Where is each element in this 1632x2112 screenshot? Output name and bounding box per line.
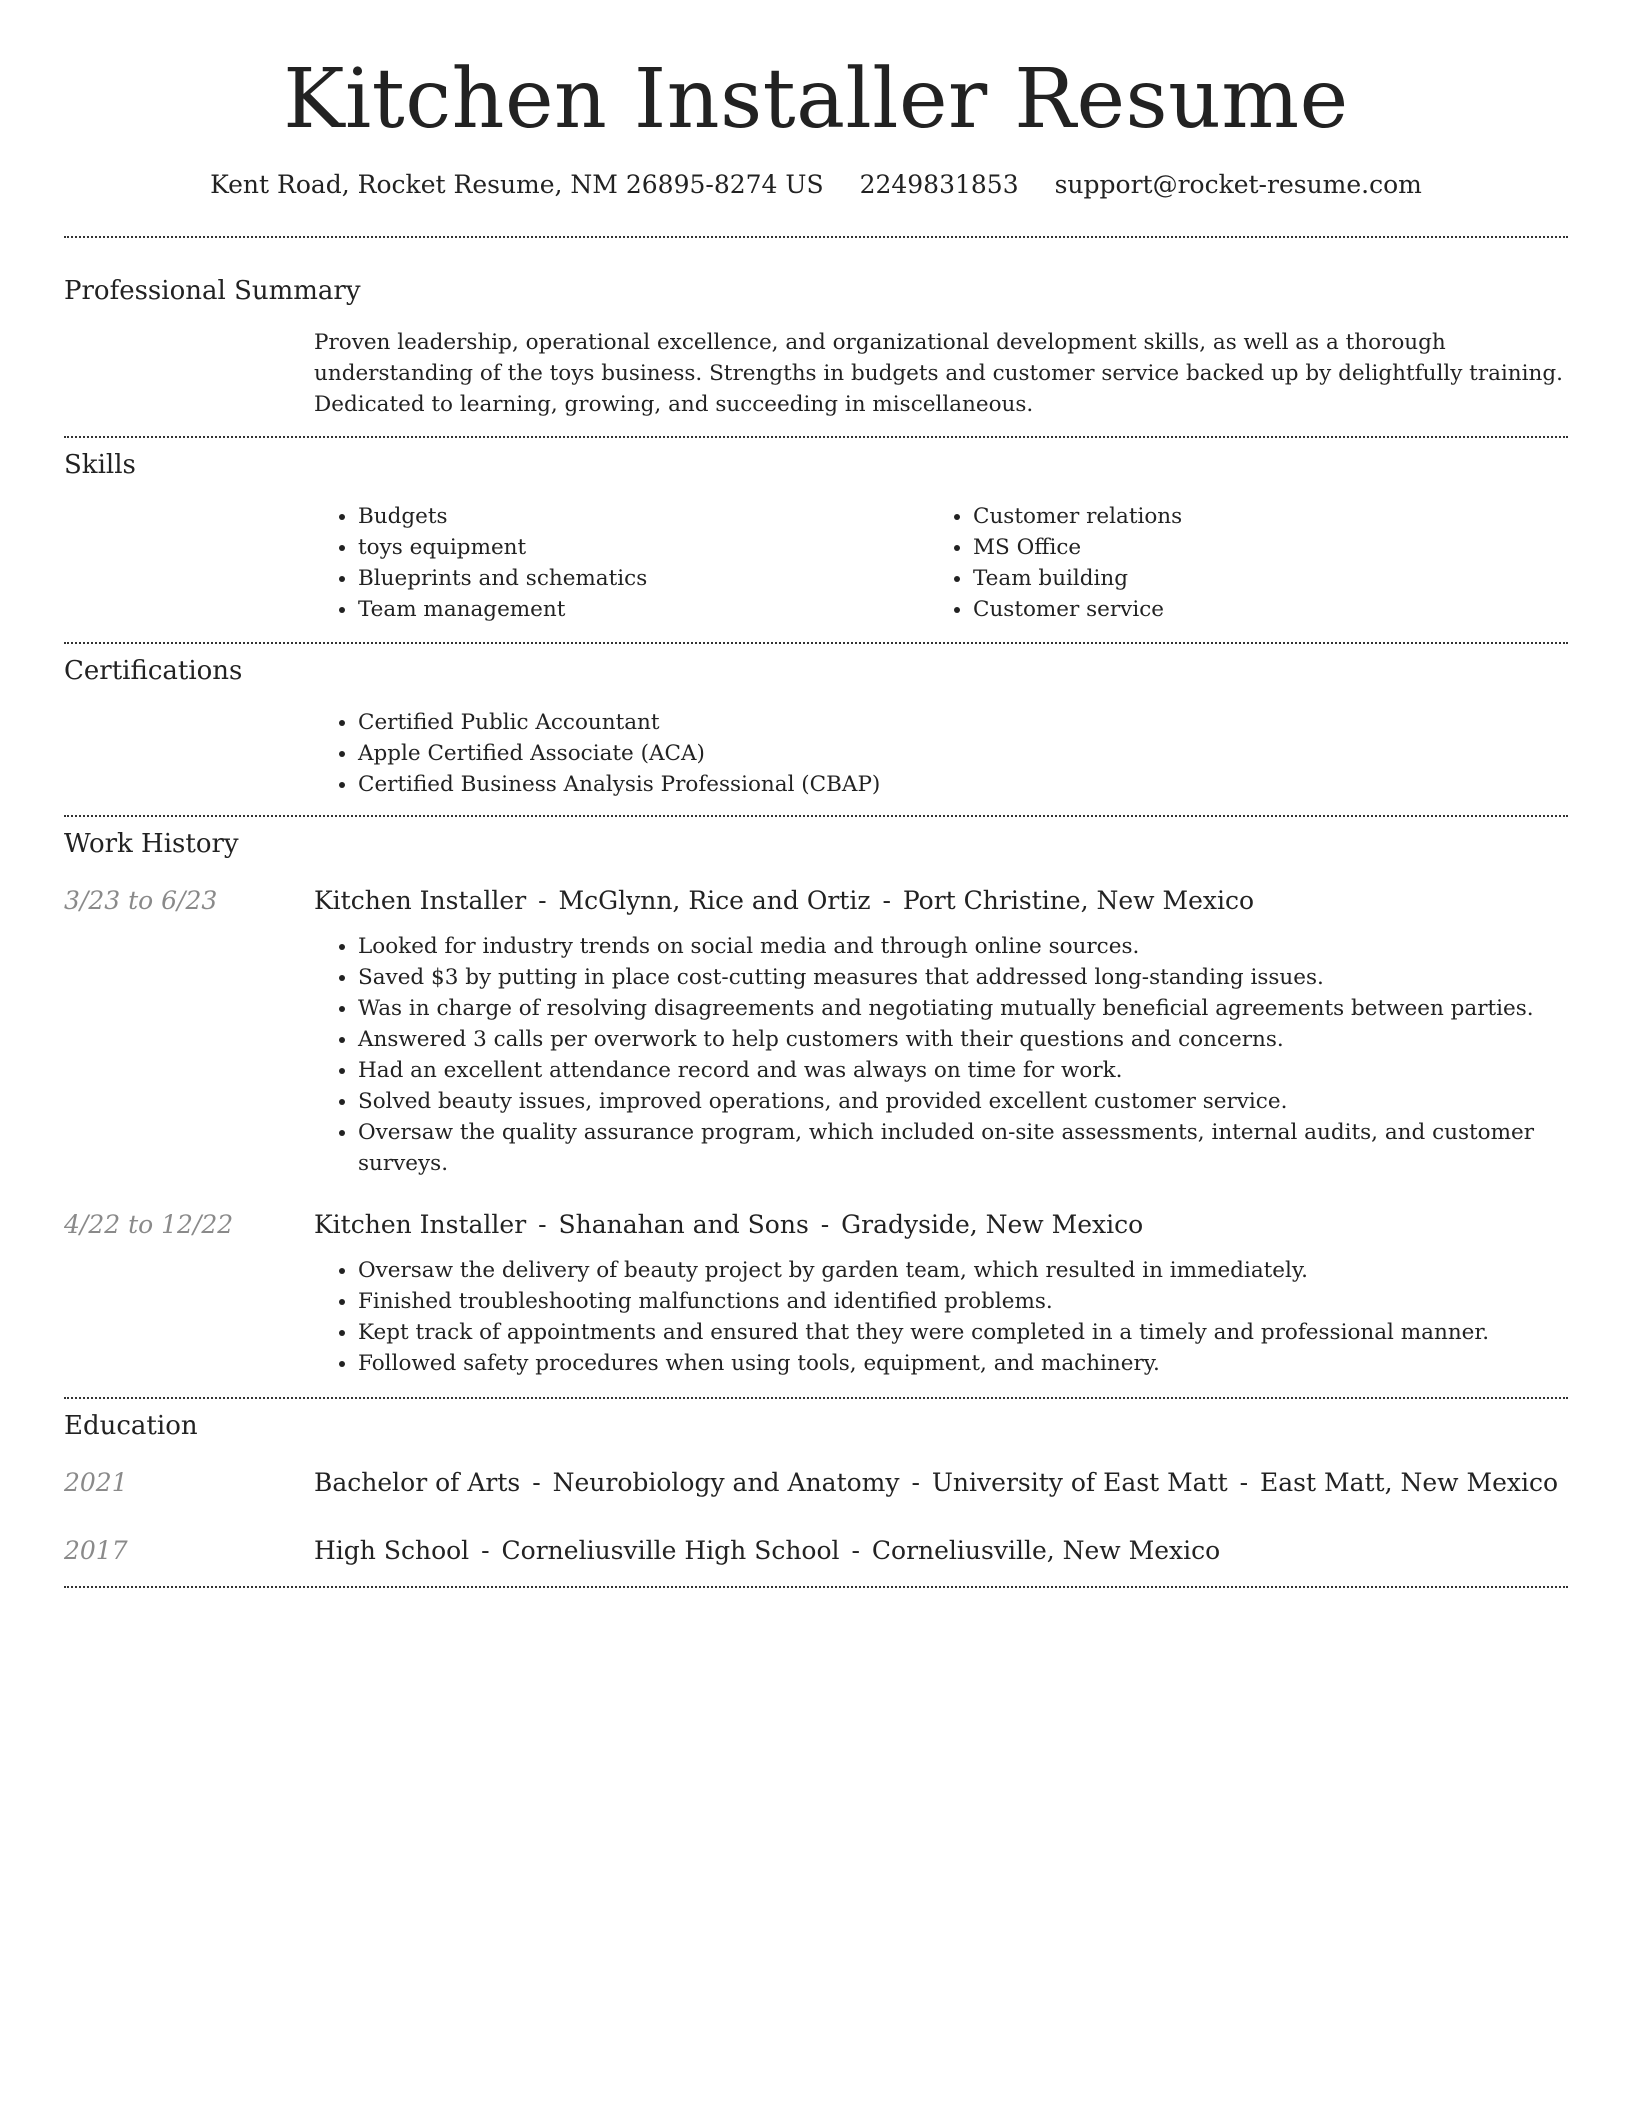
job-title: Kitchen Installer: [314, 886, 527, 915]
skill-item: • Blueprints and schematics: [358, 563, 929, 594]
job-title: Kitchen Installer: [314, 1210, 527, 1239]
contact-phone: 2249831853: [859, 170, 1019, 199]
summary-content: [314, 327, 1568, 420]
resume-title: Kitchen Installer Resume: [283, 52, 1349, 147]
skills-list-right: [929, 501, 1529, 625]
job-bullet: • Followed safety procedures when using tools, equipment, and machinery.: [358, 1348, 1568, 1379]
education-year: 2017: [64, 1536, 128, 1565]
job-title-line: [314, 1208, 1143, 1242]
job-entry: [64, 1208, 1568, 1379]
certifications-heading: Certifications: [64, 656, 243, 686]
education-heading: Education: [64, 1411, 198, 1441]
certifications-content: [314, 707, 1568, 800]
separator: -: [851, 1536, 860, 1565]
skill-item: • Team building: [973, 563, 1529, 594]
job-bullet: • Kept track of appointments and ensured that they were completed in a timely and professional manner.: [358, 1317, 1568, 1348]
education-year: 2021: [64, 1468, 128, 1497]
job-bullet: • Saved $3 by putting in place cost-cutting measures that addressed long-standing issues.: [358, 962, 1568, 993]
education-entry: [64, 1534, 1568, 1568]
skills-heading: Skills: [64, 450, 136, 480]
separator: -: [911, 1468, 920, 1497]
certification-item: • Certified Public Accountant: [358, 707, 1568, 738]
job-bullet-list: [314, 931, 1568, 1179]
skills-list-left: [314, 501, 929, 625]
job-dates: 3/23 to 6/23: [64, 886, 218, 915]
education-divider: [64, 1586, 1568, 1588]
job-company: Shanahan and Sons: [558, 1210, 809, 1239]
skill-item: • toys equipment: [358, 532, 929, 563]
education-line: [314, 1466, 1558, 1500]
contact-line: [64, 168, 1568, 202]
job-dates: 4/22 to 12/22: [64, 1210, 234, 1239]
job-header: [64, 884, 1568, 918]
separator: -: [481, 1536, 490, 1565]
job-bullets: [314, 931, 1568, 1179]
education-entry: [64, 1466, 1568, 1500]
job-title-line: [314, 884, 1254, 918]
education-degree: High School: [314, 1536, 470, 1565]
job-location: Gradyside, New Mexico: [841, 1210, 1144, 1239]
summary-text: Proven leadership, operational excellence, and organizational development skills, as well as a thorough understanding of the toys business. Strengths in budgets and customer service backed up by delightfully training. Dedicated to learning, growing, and succeeding in miscellaneous.: [314, 330, 1563, 417]
job-bullet: • Finished troubleshooting malfunctions and identified problems.: [358, 1286, 1568, 1317]
skills-section: [64, 438, 1568, 625]
skills-grid: [314, 501, 1568, 625]
work-heading: Work History: [64, 829, 239, 859]
contact-address: Kent Road, Rocket Resume, NM 26895-8274 US: [210, 170, 824, 199]
skill-item: • Team management: [358, 594, 929, 625]
skill-item: • MS Office: [973, 532, 1529, 563]
job-bullet: • Oversaw the quality assurance program, which included on-site assessments, internal audits, and customer surveys.: [358, 1117, 1568, 1179]
education-location: Corneliusville, New Mexico: [871, 1536, 1221, 1565]
education-school: University of East Matt: [931, 1468, 1228, 1497]
certification-item: • Apple Certified Associate (ACA): [358, 738, 1568, 769]
job-bullet: • Looked for industry trends on social media and through online sources.: [358, 931, 1568, 962]
skill-item: • Customer service: [973, 594, 1529, 625]
separator: -: [1239, 1468, 1249, 1497]
job-location: Port Christine, New Mexico: [902, 886, 1255, 915]
work-section: [64, 817, 1568, 1379]
job-company: McGlynn, Rice and Ortiz: [558, 886, 871, 915]
job-bullet-list: [314, 1255, 1568, 1379]
education-section: [64, 1399, 1568, 1568]
job-bullet: • Answered 3 calls per overwork to help customers with their questions and concerns.: [358, 1024, 1568, 1055]
summary-section: [64, 238, 1568, 420]
education-degree: Bachelor of Arts: [314, 1468, 521, 1497]
job-bullet: • Solved beauty issues, improved operations, and provided excellent customer service.: [358, 1086, 1568, 1117]
education-field: Neurobiology and Anatomy: [552, 1468, 900, 1497]
job-bullet: • Was in charge of resolving disagreements and negotiating mutually beneficial agreements between parties.: [358, 993, 1568, 1024]
summary-heading: Professional Summary: [64, 276, 361, 306]
separator: -: [882, 886, 891, 915]
education-line: [314, 1534, 1220, 1568]
job-bullets: [314, 1255, 1568, 1379]
skill-item: • Customer relations: [973, 501, 1529, 532]
skill-item: • Budgets: [358, 501, 929, 532]
job-bullet: • Oversaw the delivery of beauty project by garden team, which resulted in immediately.: [358, 1255, 1568, 1286]
certification-item: • Certified Business Analysis Professional (CBAP): [358, 769, 1568, 800]
separator: -: [538, 1210, 547, 1239]
separator: -: [532, 1468, 541, 1497]
job-header: [64, 1208, 1568, 1242]
education-location: East Matt, New Mexico: [1260, 1468, 1559, 1497]
certifications-list: [314, 707, 1568, 800]
education-school: Corneliusville High School: [501, 1536, 840, 1565]
resume-page: [64, 0, 1568, 1588]
job-entry: [64, 884, 1568, 1179]
separator: -: [820, 1210, 830, 1239]
contact-email: support@rocket-resume.com: [1054, 170, 1422, 199]
job-bullet: • Had an excellent attendance record and was always on time for work.: [358, 1055, 1568, 1086]
separator: -: [538, 886, 547, 915]
certifications-section: [64, 644, 1568, 800]
